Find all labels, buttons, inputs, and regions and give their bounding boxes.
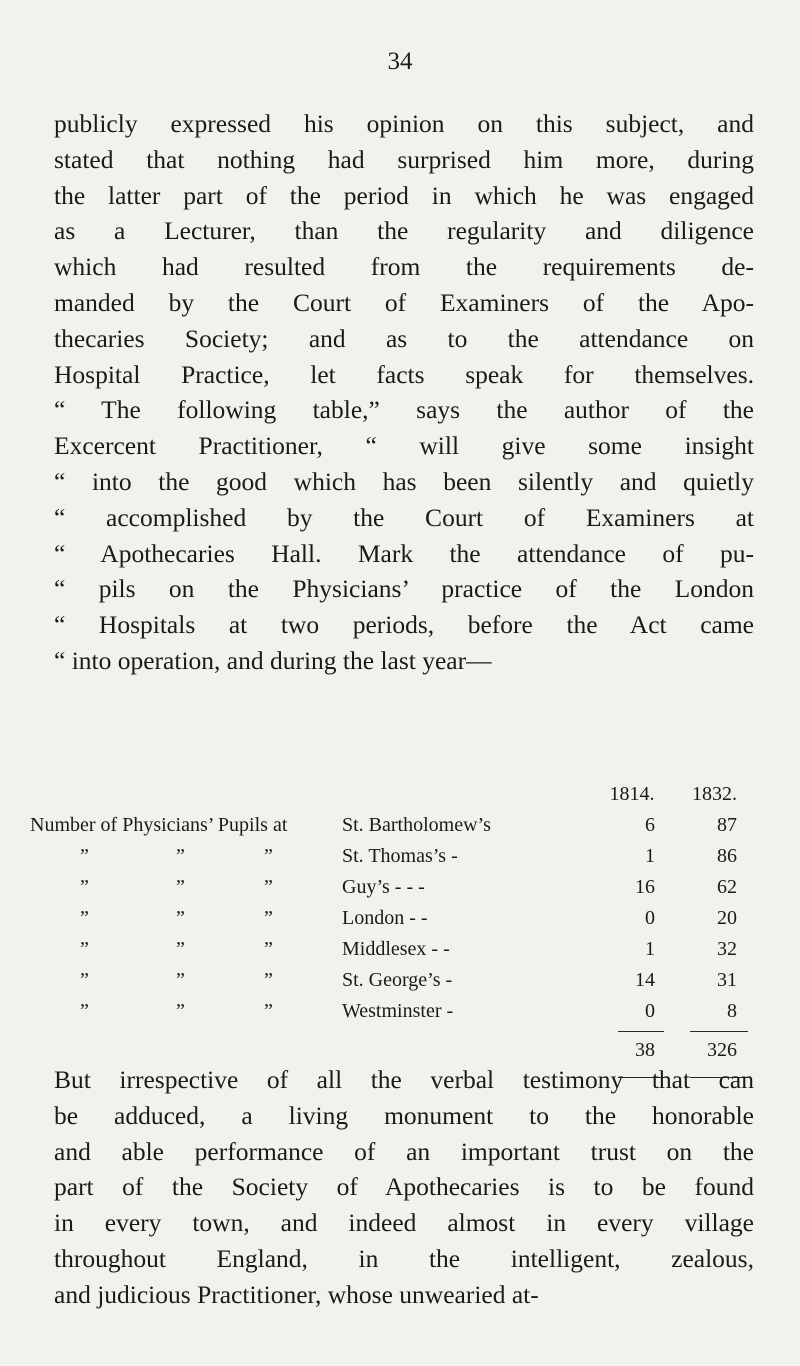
value-1832: 87	[717, 814, 737, 836]
total-rule-top-1814	[618, 1031, 664, 1032]
text-line: manded by the Court of Examiners of the Apo-	[54, 287, 754, 317]
total-rule-top-1832	[690, 1031, 748, 1032]
value-1814: 6	[645, 814, 655, 836]
ditto-mark: ”	[264, 969, 273, 991]
ditto-mark: ”	[176, 876, 185, 898]
value-1832: 86	[717, 845, 737, 867]
ditto-mark: ”	[264, 845, 273, 867]
ditto-mark: ”	[176, 969, 185, 991]
value-1814: 1	[645, 845, 655, 867]
hospital-name: Guy’s - - -	[342, 876, 425, 898]
text-line: “ The following table,” says the author of the	[54, 395, 754, 425]
value-1832: 8	[727, 1000, 737, 1022]
paragraph-2	[54, 1062, 754, 1313]
ditto-mark: ”	[80, 907, 89, 929]
table-row	[30, 876, 760, 907]
text-line: in every town, and indeed almost in every village	[54, 1208, 754, 1238]
ditto-mark: ”	[80, 876, 89, 898]
ditto-mark: ”	[264, 907, 273, 929]
hospital-name: St. George’s -	[342, 969, 453, 991]
ditto-mark: ”	[176, 938, 185, 960]
text-line: Hospital Practice, let facts speak for themselves.	[54, 359, 754, 389]
ditto-mark: ”	[176, 845, 185, 867]
text-line: “ accomplished by the Court of Examiners at	[54, 502, 754, 532]
value-1832: 32	[717, 938, 737, 960]
year-1814-header: 1814.	[609, 783, 655, 805]
total-1832: 326	[707, 1039, 737, 1061]
text-line: throughout England, in the intelligent, zealous,	[54, 1243, 754, 1273]
table-row	[30, 845, 760, 876]
page-number: 34	[387, 48, 413, 75]
text-line: publicly expressed his opinion on this subject, and	[54, 109, 754, 138]
text-line: “ into operation, and during the last year—	[54, 645, 492, 675]
text-line: and able performance of an important trust on the	[54, 1136, 754, 1166]
value-1814: 1	[645, 938, 655, 960]
text-line: “ pils on the Physicians’ practice of the London	[54, 574, 754, 604]
row-label: Number of Physicians’ Pupils at	[30, 814, 288, 836]
value-1814: 16	[635, 876, 655, 898]
table-row	[30, 1000, 760, 1031]
text-line: be adduced, a living monument to the honorable	[54, 1100, 754, 1130]
year-1832-header: 1832.	[692, 783, 737, 805]
text-line: and judicious Practitioner, whose unwearied at-	[54, 1279, 539, 1309]
value-1814: 14	[635, 969, 655, 991]
text-line: “ Apothecaries Hall. Mark the attendance of pu-	[54, 538, 754, 568]
text-line: the latter part of the period in which he was engaged	[54, 180, 754, 210]
text-line: Excercent Practitioner, “ will give some insight	[54, 431, 754, 461]
text-line: which had resulted from the requirements de-	[54, 252, 754, 282]
text-line: But irrespective of all the verbal testimony that can	[54, 1065, 754, 1094]
table-header-row	[30, 783, 760, 814]
table-row	[30, 969, 760, 1000]
ditto-mark: ”	[80, 1000, 89, 1022]
text-line: part of the Society of Apothecaries is to be found	[54, 1172, 754, 1202]
ditto-mark: ”	[264, 1000, 273, 1022]
ditto-mark: ”	[80, 938, 89, 960]
hospital-name: Middlesex - -	[342, 938, 450, 960]
text-line: thecaries Society; and as to the attendance on	[54, 323, 754, 353]
text-line: as a Lecturer, than the regularity and diligence	[54, 216, 754, 246]
value-1814: 0	[645, 1000, 655, 1022]
paragraph-1	[54, 106, 754, 679]
hospital-name: London - -	[342, 907, 428, 929]
table-row	[30, 907, 760, 938]
attendance-table	[30, 783, 760, 1069]
value-1832: 31	[717, 969, 737, 991]
text-line: “ Hospitals at two periods, before the Act came	[54, 610, 754, 640]
text-line: “ into the good which has been silently and quietly	[54, 466, 754, 496]
ditto-mark: ”	[176, 907, 185, 929]
total-1814: 38	[635, 1039, 655, 1061]
value-1832: 62	[717, 876, 737, 898]
ditto-mark: ”	[80, 969, 89, 991]
table-body	[30, 814, 760, 1031]
hospital-name: St. Bartholomew’s	[342, 814, 491, 836]
value-1832: 20	[717, 907, 737, 929]
ditto-mark: ”	[176, 1000, 185, 1022]
ditto-mark: ”	[80, 845, 89, 867]
ditto-mark: ”	[264, 876, 273, 898]
table-row	[30, 938, 760, 969]
table-row	[30, 814, 760, 845]
text-line: stated that nothing had surprised him more, during	[54, 144, 754, 174]
hospital-name: Westminster -	[342, 1000, 454, 1022]
hospital-name: St. Thomas’s -	[342, 845, 458, 867]
value-1814: 0	[645, 907, 655, 929]
ditto-mark: ”	[264, 938, 273, 960]
